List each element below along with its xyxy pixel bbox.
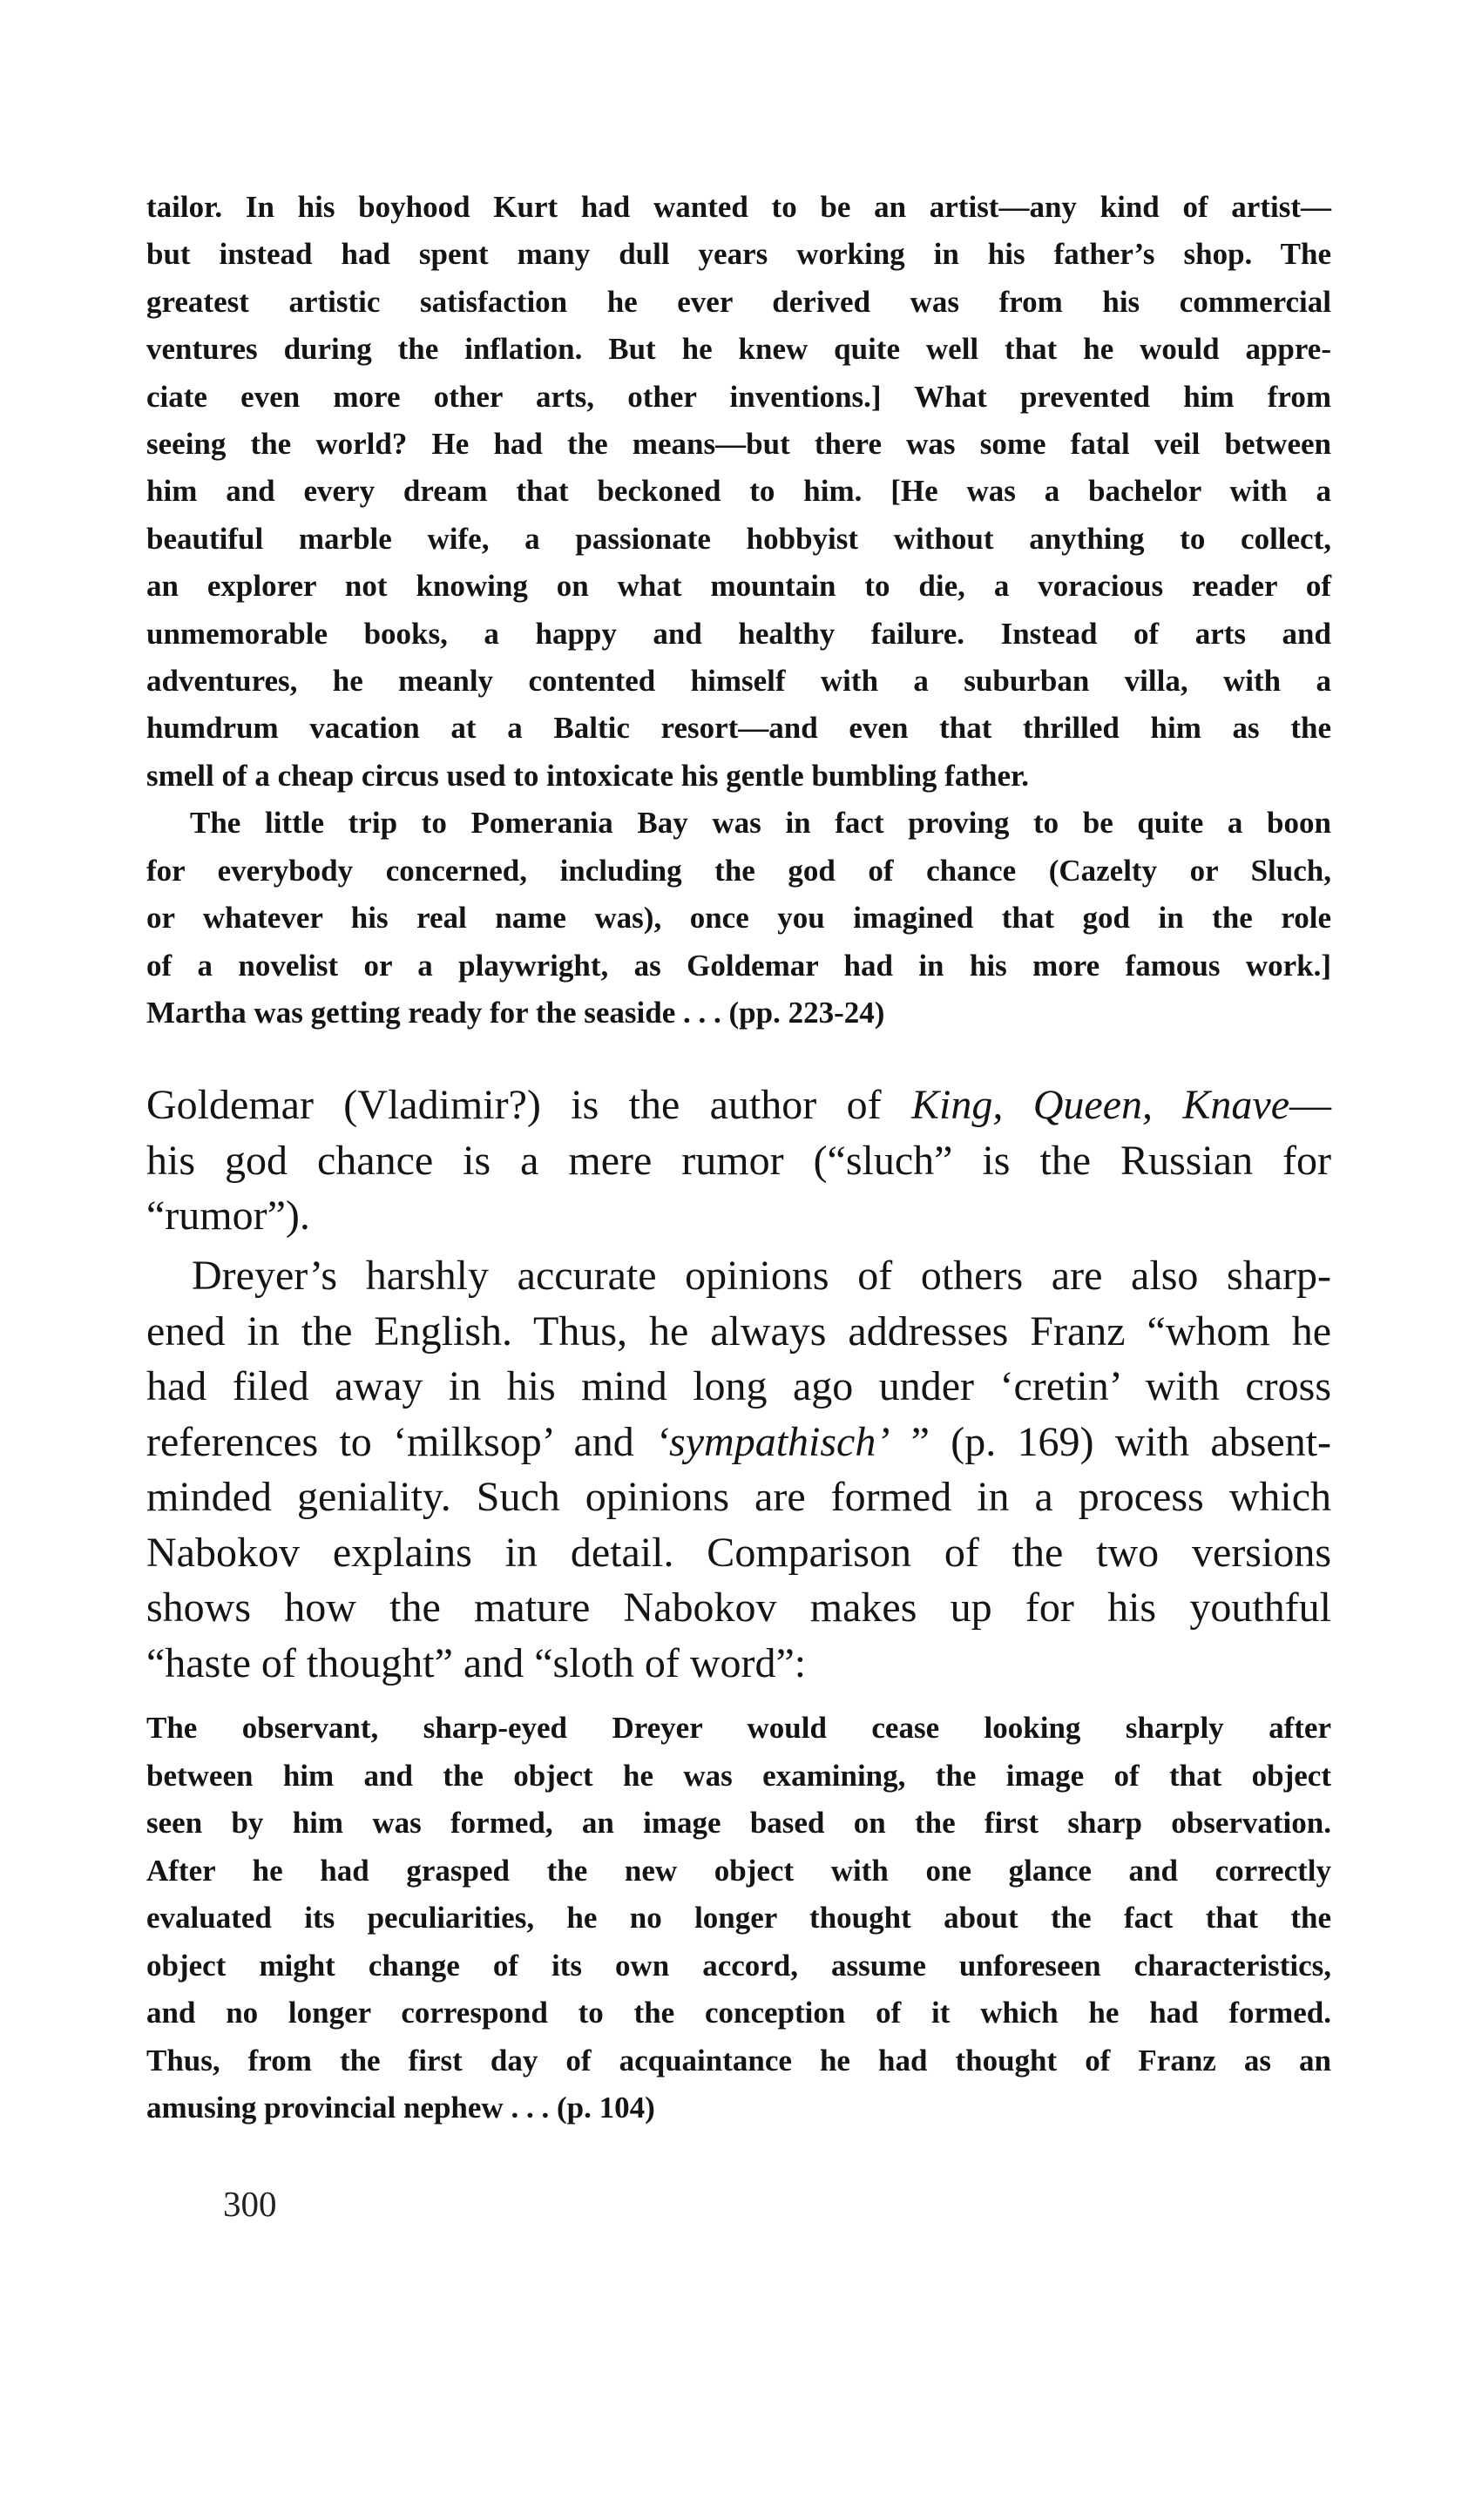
quote-line: and no longer correspond to the conception of it which he had formed. — [146, 1996, 1331, 2030]
quote-line: amusing provincial nephew . . . (p. 104) — [146, 2091, 655, 2125]
quote-line: greatest artistic satisfaction he ever derived was from his commercial — [146, 284, 1331, 319]
block-quote-top — [146, 184, 1331, 1037]
quote-line: between him and the object he was examining, the image of that object — [146, 1758, 1331, 1793]
quote-paragraph-2 — [146, 800, 1331, 1037]
body-paragraph-2 — [146, 1248, 1331, 1691]
quote-line: The little trip to Pomerania Bay was in fact proving to be quite a boon — [190, 806, 1331, 841]
quote-line: an explorer not knowing on what mountain to die, a voracious reader of — [146, 569, 1331, 604]
quote-line: or whatever his real name was), once you imagined that god in the role — [146, 901, 1331, 936]
quote-line: adventures, he meanly contented himself with a suburban villa, with a — [146, 664, 1331, 699]
quote-line: beautiful marble wife, a passionate hobbyist without anything to collect, — [146, 521, 1331, 556]
quote-line: evaluated its peculiarities, he no longer thought about the fact that the — [146, 1901, 1331, 1935]
italic-term: ‘sympathisch’ — [655, 1418, 890, 1465]
body-line — [146, 1415, 1331, 1470]
quote-line: smell of a cheap circus used to intoxicate his gentle bumbling father. — [146, 758, 1030, 793]
quote-line: tailor. In his boyhood Kurt had wanted to be an artist—any kind of artist— — [146, 190, 1331, 224]
quote-line: him and every dream that beckoned to him. [He was a bachelor with a — [146, 474, 1331, 509]
body-line: his god chance is a mere rumor (“sluch” is the Russian for — [146, 1137, 1331, 1184]
quote-line: humdrum vacation at a Baltic resort—and even that thrilled him as the — [146, 711, 1331, 746]
quote-line: for everybody concerned, including the god of chance (Cazelty or Sluch, — [146, 853, 1331, 888]
body-line: minded geniality. Such opinions are formed in a process which — [146, 1474, 1331, 1520]
body-line: “haste of thought” and “sloth of word”: — [146, 1639, 807, 1686]
block-quote-bottom — [146, 1705, 1331, 2132]
quote-line: After he had grasped the new object with one glance and correctly — [146, 1853, 1331, 1888]
body-line: ened in the English. Thus, he always addresses Franz “whom he — [146, 1307, 1331, 1355]
quote-line: seen by him was formed, an image based on the first sharp observation. — [146, 1806, 1331, 1840]
quote-line: Martha was getting ready for the seaside . . . (pp. 223-24) — [146, 995, 885, 1030]
quote-line: but instead had spent many dull years working in his father’s shop. The — [146, 237, 1331, 272]
quote-line: unmemorable books, a happy and healthy failure. Instead of arts and — [146, 616, 1331, 651]
body-paragraph-1 — [146, 1078, 1331, 1244]
body-text-span: — — [1289, 1082, 1332, 1128]
body-line: Nabokov explains in detail. Comparison of the two versions — [146, 1529, 1331, 1576]
body-text-span: Goldemar (Vladimir?) is the author of — [146, 1082, 912, 1128]
quote-line: ventures during the inflation. But he knew quite well that he would appre- — [146, 332, 1331, 367]
page-number: 300 — [223, 2184, 277, 2224]
body-text-span: ” (p. 169) with absent- — [890, 1418, 1332, 1465]
quote-line: Thus, from the first day of acquaintance he had thought of Franz as an — [146, 2043, 1331, 2077]
body-text-span: references to ‘milksop’ and — [146, 1418, 656, 1465]
body-line — [146, 1078, 1331, 1133]
quote-paragraph-1 — [146, 184, 1331, 800]
body-line: shows how the mature Nabokov makes up for his youthful — [146, 1584, 1331, 1631]
book-title: King, Queen, Knave — [911, 1082, 1290, 1128]
quote-line: object might change of its own accord, assume unforeseen characteristics, — [146, 1948, 1331, 1983]
body-line: “rumor”). — [146, 1192, 310, 1239]
quote-line: of a novelist or a playwright, as Goldemar had in his more famous work.] — [146, 948, 1331, 983]
quote-line: ciate even more other arts, other inventions.] What prevented him from — [146, 379, 1331, 414]
quote-line: seeing the world? He had the means—but there was some fatal veil between — [146, 427, 1331, 462]
quote-line: The observant, sharp-eyed Dreyer would cease looking sharply after — [146, 1711, 1331, 1745]
body-line: had filed away in his mind long ago under ‘cretin’ with cross — [146, 1363, 1331, 1409]
body-line: Dreyer’s harshly accurate opinions of others are also sharp- — [192, 1253, 1331, 1299]
